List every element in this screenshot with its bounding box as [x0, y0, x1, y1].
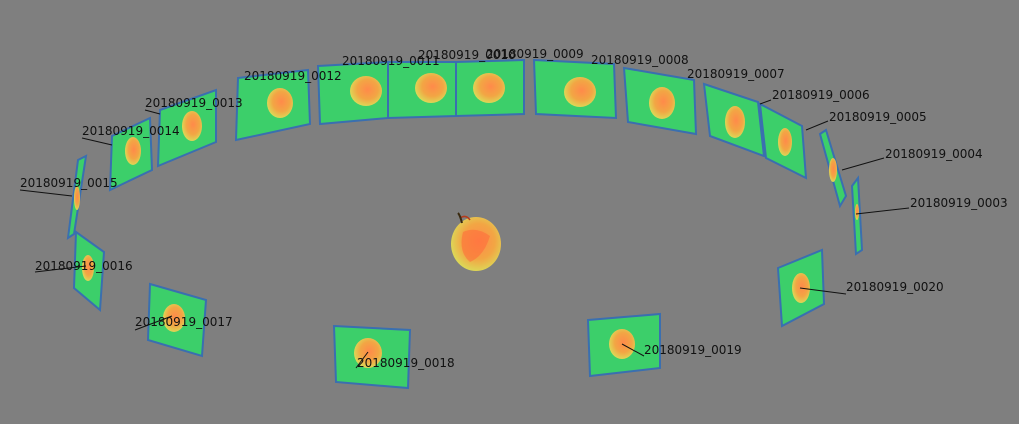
- apple-thumbnail-icon: [725, 106, 745, 138]
- apple-thumbnail-icon: [855, 204, 859, 220]
- camera-label: 20180919_0019: [644, 343, 742, 357]
- apple-thumbnail-icon: [564, 77, 596, 107]
- camera-label: 20180919_0015: [20, 176, 118, 190]
- camera-label: 20180919_0006: [772, 88, 870, 102]
- camera-label: 20180919_0003: [910, 196, 1008, 210]
- apple-thumbnail-icon: [182, 111, 202, 141]
- camera-label: 20180919_0010: [418, 48, 516, 62]
- apple-model-icon[interactable]: [451, 213, 501, 271]
- apple-thumbnail-icon: [649, 87, 675, 119]
- camera-label: 20180919_0012: [244, 69, 342, 83]
- camera-label: 20180919_0005: [829, 110, 927, 124]
- apple-thumbnail-icon: [778, 128, 792, 156]
- apple-thumbnail-icon: [415, 73, 447, 103]
- camera-frustum[interactable]: [624, 68, 696, 134]
- apple-thumbnail-icon: [473, 73, 505, 103]
- camera-frustum[interactable]: [704, 84, 764, 156]
- apple-thumbnail-icon: [350, 76, 382, 106]
- camera-frustum[interactable]: [820, 130, 846, 206]
- camera-label: 20180919_0017: [135, 315, 233, 329]
- camera-label: 20180919_0013: [145, 96, 243, 110]
- camera-frustum[interactable]: [456, 60, 524, 116]
- camera-label: 20180919_0020: [846, 280, 944, 294]
- camera-frustum[interactable]: [760, 104, 806, 178]
- camera-label: 20180919_0016: [35, 259, 133, 273]
- camera-frustum[interactable]: [388, 62, 456, 118]
- camera-label: 20180919_0009: [486, 47, 584, 61]
- camera-label: 20180919_0004: [885, 147, 983, 161]
- camera-label: 20180919_0014: [82, 124, 180, 138]
- apple-thumbnail-icon: [267, 88, 293, 118]
- camera-label: 20180919_0011: [342, 54, 440, 68]
- camera-frustum[interactable]: [534, 60, 616, 118]
- camera-frustum[interactable]: [68, 156, 86, 238]
- apple-thumbnail-icon: [829, 158, 837, 182]
- camera-label: 20180919_0007: [687, 67, 785, 81]
- camera-frustum[interactable]: [852, 178, 862, 254]
- camera-label: 20180919_0018: [357, 356, 455, 370]
- camera-label: 20180919_0008: [591, 53, 689, 67]
- apple-thumbnail-icon: [125, 137, 141, 165]
